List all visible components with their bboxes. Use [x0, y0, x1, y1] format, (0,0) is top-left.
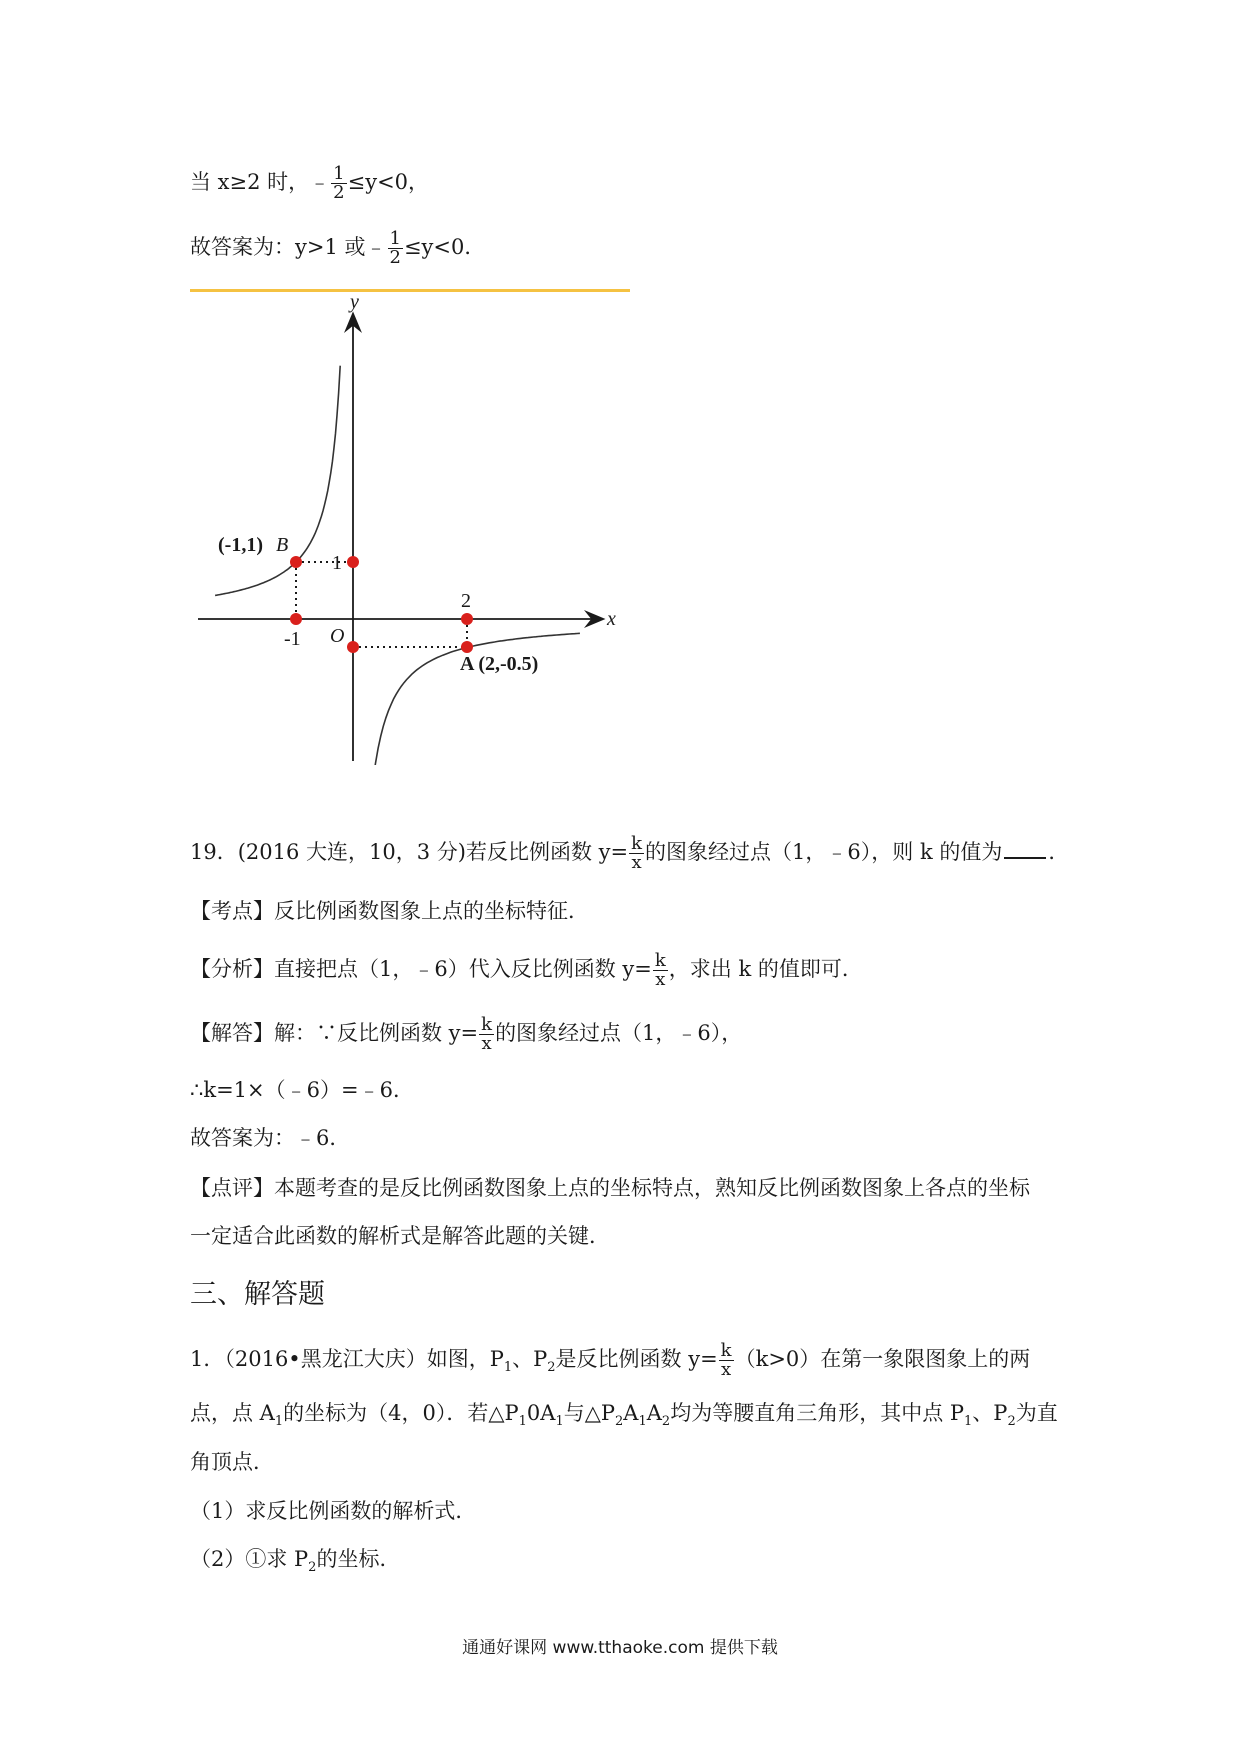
text: 19．(2016 大连，10，3 分)若反比例函数 y= — [190, 840, 629, 864]
p1-line-1 — [190, 1342, 1030, 1383]
answer-line-2 — [190, 230, 485, 267]
subscript: 1 — [274, 1414, 284, 1430]
q19-step: ∴k=1×（﹣6）=﹣6． — [190, 1078, 414, 1102]
subscript: 2 — [1007, 1414, 1016, 1430]
text: 【分析】直接把点（1，﹣6）代入反比例函数 y= — [190, 957, 652, 981]
hyperbola-graph — [190, 285, 630, 765]
fraction-numerator: 1 — [333, 163, 345, 184]
fraction-numerator: k — [631, 833, 643, 854]
fraction-numerator: k — [481, 1014, 493, 1035]
text: ，求出 k 的值即可． — [668, 957, 863, 981]
point-b-coords: (-1,1) — [218, 534, 263, 556]
footer-text: 通通好课网 www.tthaoke.com 提供下载 — [462, 1638, 778, 1658]
fraction-numerator: k — [720, 1340, 732, 1361]
q19-dianping-2: 一定适合此函数的解析式是解答此题的关键． — [190, 1224, 610, 1248]
subscript: 2 — [547, 1360, 556, 1376]
text: 的图象经过点（1，﹣6），则 k 的值为 — [645, 840, 1003, 864]
fraction-k-over-x — [719, 1342, 734, 1379]
text: 、P — [512, 1347, 548, 1371]
origin-label: O — [330, 625, 345, 647]
text: 与△P — [563, 1401, 616, 1425]
p1-sub-2 — [190, 1544, 400, 1583]
subscript: 2 — [615, 1414, 624, 1430]
text: （2）①求 P — [190, 1547, 309, 1571]
subscript: 2 — [308, 1560, 317, 1576]
text: 1．（2016•黑龙江大庆）如图，P — [190, 1347, 504, 1371]
text: 【解答】解：∵反比例函数 y= — [190, 1021, 479, 1045]
subscript: 1 — [518, 1414, 527, 1430]
fraction-denominator: x — [721, 1359, 732, 1380]
q19-kaodian: 【考点】反比例函数图象上点的坐标特征． — [190, 899, 589, 923]
answer-line-1 — [190, 165, 429, 202]
answer-blank — [1004, 839, 1046, 859]
text: A — [646, 1401, 662, 1425]
fraction-one-half — [388, 230, 403, 267]
text: A — [623, 1401, 639, 1425]
text: 的坐标为（4，0）．若△P — [283, 1401, 519, 1425]
q19-stem — [190, 835, 1069, 872]
fraction-denominator: x — [655, 969, 666, 990]
p1-line-2 — [190, 1398, 1058, 1437]
fraction-one-half — [331, 165, 346, 202]
point-xneg1 — [290, 613, 302, 625]
fraction-k-over-x — [629, 835, 644, 872]
hyperbola-branch-left — [215, 366, 340, 596]
q19-dianping-1: 【点评】本题考查的是反比例函数图象上点的坐标特点，熟知反比例函数图象上各点的坐标 — [190, 1176, 1030, 1200]
subscript: 1 — [638, 1414, 647, 1430]
subscript: 1 — [555, 1414, 564, 1430]
subscript: 2 — [661, 1414, 671, 1430]
fraction-denominator: 2 — [333, 182, 345, 203]
text: ． — [1048, 840, 1070, 864]
text: （k>0）在第一象限图象上的两 — [734, 1347, 1031, 1371]
q19-jieda — [190, 1016, 742, 1053]
point-a — [461, 641, 473, 653]
text: 为直 — [1015, 1401, 1058, 1425]
text: 0A — [526, 1401, 556, 1425]
text: 点，点 A — [190, 1401, 275, 1425]
p1-sub-1: （1）求反比例函数的解析式． — [190, 1499, 477, 1523]
text: 故答案为：y>1 或﹣ — [190, 235, 387, 259]
text: 是反比例函数 y= — [555, 1347, 718, 1371]
q19-answer: 故答案为：﹣6． — [190, 1126, 351, 1150]
subscript: 1 — [964, 1414, 973, 1430]
subscript: 1 — [503, 1360, 513, 1376]
text: ≤y<0． — [403, 235, 486, 259]
point-a-label: A (2,-0.5) — [460, 653, 539, 675]
section-title: 三、解答题 — [190, 1279, 325, 1310]
text: ≤y<0， — [347, 170, 430, 194]
text: 均为等腰直角三角形，其中点 P — [670, 1401, 965, 1425]
point-b — [290, 556, 302, 568]
point-x2 — [461, 613, 473, 625]
text: 的坐标． — [316, 1547, 401, 1571]
tick-label-neg1: -1 — [284, 628, 301, 650]
fraction-denominator: 2 — [389, 247, 401, 268]
tick-label-2: 2 — [461, 590, 471, 612]
x-axis-label: x — [607, 608, 616, 630]
fraction-k-over-x — [479, 1016, 494, 1053]
point-y1 — [347, 556, 359, 568]
point-b-letter: B — [276, 534, 289, 556]
point-yneg05 — [347, 641, 359, 653]
fraction-numerator: k — [654, 950, 666, 971]
y-axis-label: y — [350, 291, 359, 313]
q19-fenxi — [190, 952, 863, 989]
text: 的图象经过点（1，﹣6）， — [495, 1021, 743, 1045]
fraction-k-over-x — [653, 952, 668, 989]
fraction-denominator: x — [481, 1033, 492, 1054]
fraction-numerator: 1 — [389, 228, 401, 249]
text: 当 x≥2 时，﹣ — [190, 170, 331, 194]
tick-label-1: 1 — [332, 552, 342, 574]
text: 、P — [972, 1401, 1008, 1425]
p1-line-3: 角顶点． — [190, 1450, 274, 1474]
fraction-denominator: x — [631, 852, 642, 873]
